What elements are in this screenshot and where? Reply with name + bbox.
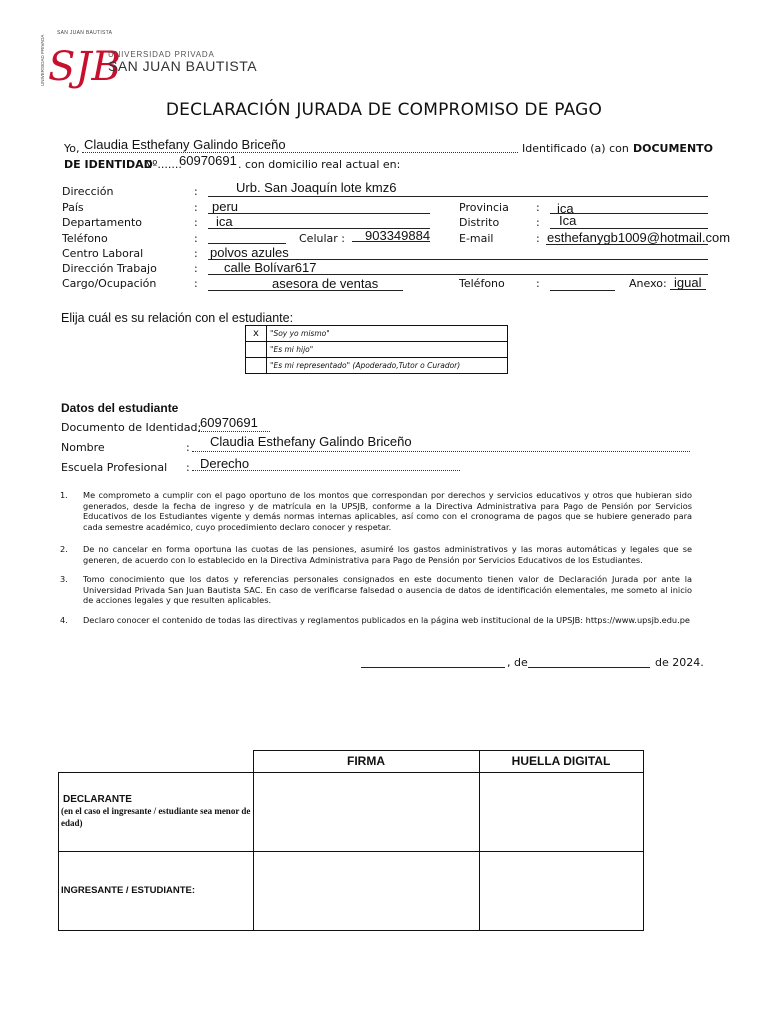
colon: : [194,185,198,198]
huella-header: HUELLA DIGITAL [479,751,643,773]
document-title: DECLARACIÓN JURADA DE COMPROMISO DE PAGO [165,100,603,120]
university-logo [44,36,121,90]
direccion-trabajo-label: Dirección Trabajo [62,262,157,275]
cargo-value[interactable]: asesora de ventas [272,276,379,291]
domicilio-label: . con domicilio real actual en: [238,158,401,171]
colon: : [194,262,198,275]
place-line[interactable] [361,667,505,668]
colon: : [536,277,540,290]
cargo-label: Cargo/Ocupación [62,277,157,290]
provincia-label: Provincia [459,201,509,214]
logo-name: SAN JUAN BAUTISTA [108,58,258,74]
logo-monogram: SJB [48,44,121,90]
signature-table [58,750,644,931]
declarante-firma-box[interactable] [253,772,479,851]
identificado-label: Identificado (a) con [522,142,629,155]
centro-laboral-value[interactable]: polvos azules [210,245,289,260]
colon: : [186,441,190,454]
declarante-note: (en el caso el ingresante / estudiante sea menor de edad) [61,806,251,828]
date-sep: , de [507,656,528,669]
estudiante-huella-box[interactable] [479,851,643,930]
logo-small-text: SAN JUAN BAUTISTA [57,30,113,36]
relation-option-label: "Soy yo mismo" [267,326,508,342]
relation-prompt: Elija cuál es su relación con el estudiante: [61,311,294,325]
clause-number: 4. [60,615,68,625]
colon: : [536,232,540,245]
estudiante-firma-box[interactable] [253,851,479,930]
student-doc-value[interactable]: 60970691 [200,415,258,430]
declarant-dni-value[interactable]: 60970691 [179,153,237,168]
colon: : [194,247,198,260]
relation-option-son[interactable] [246,342,508,358]
direccion-label: Dirección [62,185,114,198]
colon: : [194,277,198,290]
logo-subtitle: UNIVERSIDAD PRIVADA [108,50,215,59]
anexo-label: Anexo: [629,277,667,290]
clause-number: 1. [60,490,68,500]
colon: : [194,216,198,229]
pais-label: País [62,201,84,214]
student-name-label: Nombre [61,441,105,454]
telefono2-label: Teléfono [459,277,505,290]
provincia-value[interactable]: ica [557,201,574,216]
de-identidad-label: DE IDENTIDAD [64,158,153,171]
colon: : [194,201,198,214]
direccion-value[interactable]: Urb. San Joaquín lote kmz6 [236,180,397,195]
date-line[interactable] [528,667,650,668]
email-value[interactable]: esthefanygb1009@hotmail.com [547,230,731,245]
clause-text: Tomo conocimiento que los datos y referencias personales consignados en este documento tienen valor de Declaración Jurada por ante la Universidad Privada San Juan Bautista SAC. En caso de verificarse falsedad o ausencia de datos de identificación elementales, me someto al inicio de acciones legales y que resulten aplicables. [83,574,692,606]
declarante-cell [59,772,254,851]
distrito-label: Distrito [459,216,500,229]
departamento-value[interactable]: ica [216,214,233,229]
colon: : [536,216,540,229]
firma-header: FIRMA [253,751,479,773]
clause-text: Declaro conocer el contenido de todas las directivas y reglamentos publicados en la página web institucional de la UPSJB: https://www.upsjb.edu.pe [83,615,690,625]
estudiante-label: INGRESANTE / ESTUDIANTE: [61,885,196,896]
colon: : [194,232,198,245]
student-name-value[interactable]: Claudia Esthefany Galindo Briceño [210,434,412,449]
relation-checkbox[interactable] [246,342,267,358]
declarant-name-value[interactable]: Claudia Esthefany Galindo Briceño [84,137,286,152]
date-suffix: de 2024. [655,656,704,669]
relation-checkbox[interactable] [246,358,267,374]
pais-value[interactable]: peru [212,199,239,214]
estudiante-cell [59,851,254,930]
logo-vertical-text: UNIVERSIDAD PRIVADA [40,34,45,86]
relation-option-self[interactable] [246,326,508,342]
documento-label: DOCUMENTO [633,142,714,155]
nro-label: Nº....... [144,158,182,171]
relation-option-label: "Es mi representado" (Apoderado,Tutor o Curador) [267,358,508,374]
clause-number: 2. [60,544,68,554]
declarante-huella-box[interactable] [479,772,643,851]
anexo-value[interactable]: igual [674,275,702,290]
centro-laboral-label: Centro Laboral [62,247,144,260]
email-label: E-mail [459,232,494,245]
declarante-label: DECLARANTE [63,794,132,805]
departamento-label: Departamento [62,216,143,229]
clause-number: 3. [60,574,68,584]
celular-label: Celular : [299,232,345,245]
student-heading: Datos del estudiante [61,401,179,415]
colon: : [186,461,190,474]
relation-option-label: "Es mi hijo" [267,342,508,358]
relation-checkbox[interactable]: x [246,326,267,342]
colon: : [536,201,540,214]
relation-option-represented[interactable] [246,358,508,374]
clause-text: Me comprometo a cumplir con el pago oportuno de los montos que correspondan por derechos y servicios educativos y otros que hubieran sido generados, desde la fecha de ingreso y de matrícula en la UPSJB, conforme a la Directiva Administrativa para Pago de Pensión por Servicios Educativos de los Estudiantes vigente y demás normas internas aplicables, así como con el cronograma de pagos que se hubiere generado para cada semestre académico, cuyo procedimiento declaro conocer y respetar. [83,490,692,532]
relation-table [245,325,508,374]
student-doc-label: Documento de Identidad: [61,421,202,434]
celular-value[interactable]: 903349884 [365,228,431,243]
distrito-value[interactable]: Ica [559,213,577,228]
yo-label: Yo, [64,142,80,155]
telefono-label: Teléfono [62,232,108,245]
clause-text: De no cancelar en forma oportuna las cuotas de las pensiones, asumiré los gastos administrativos y las moras automáticas y legales que se generen, de acuerdo con lo establecido en la Directiva Administrativa para Pago de Pensión por Servicios Educativos de los Estudiantes. [83,544,692,565]
school-label: Escuela Profesional [61,461,168,474]
school-value[interactable]: Derecho [200,456,250,471]
direccion-trabajo-value[interactable]: calle Bolívar617 [224,260,317,275]
